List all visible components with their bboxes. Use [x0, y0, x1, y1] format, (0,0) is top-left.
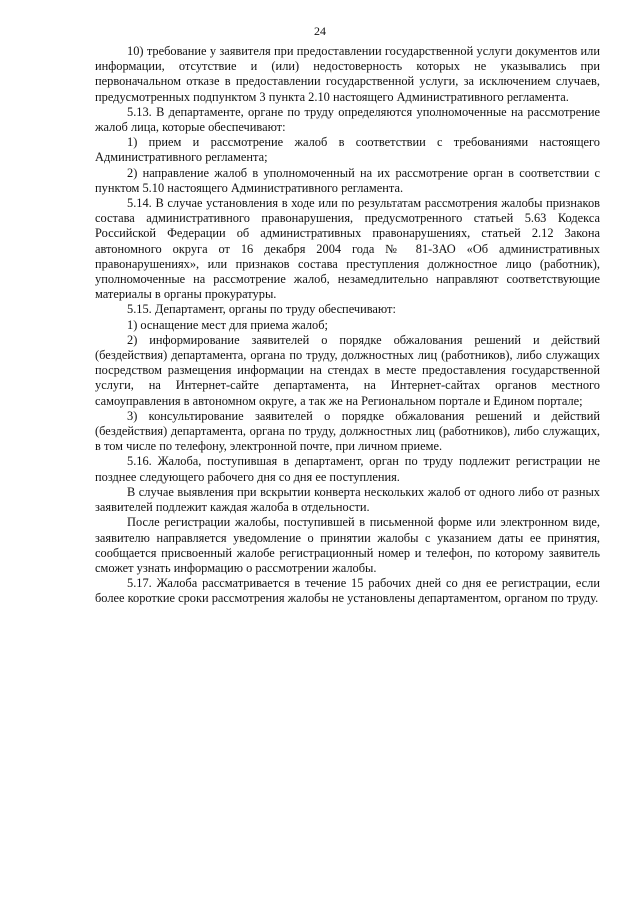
paragraph-5-17: 5.17. Жалоба рассматривается в течение 15 рабочих дней со дня ее регистрации, если более короткие сроки рассмотрения жалобы не установлены департаментом, органом по труду.: [95, 576, 600, 606]
page-number: 24: [314, 24, 326, 38]
paragraph-5-15: 5.15. Департамент, органы по труду обеспечивают:: [127, 302, 396, 317]
paragraph-5-13: 5.13. В департаменте, органе по труду определяются уполномоченные на рассмотрение жалоб лица, которые обеспечивают:: [95, 104, 600, 135]
paragraph-5-15-item-1: 1) оснащение мест для приема жалоб;: [127, 317, 329, 332]
paragraph-5-16: 5.16. Жалоба, поступившая в департамент, орган по труду подлежит регистрации не позднее следующего рабочего дня со дня ее поступления.: [95, 454, 600, 484]
paragraph-5-13-item-1: 1) прием и рассмотрение жалоб в соответствии с требованиями настоящего Административного регламента;: [95, 135, 600, 165]
paragraph-5-14: 5.14. В случае установления в ходе или по результатам рассмотрения жалобы признаков состава административного правонарушения, предусмотренного статьей 5.63 Кодекса Российской Федерации об административных правонарушениях, статьей 2.12 Закона автономного округа от 16 декабря 2004 года № 81-ЗАО «Об административных правонарушениях», или признаков состава преступления должностное лицо (работник), уполномоченные на рассмотрение жалоб, незамедлительно направляют соответствующие материалы в органы прокуратуры.: [95, 196, 600, 302]
paragraph-item-10: 10) требование у заявителя при предоставлении государственной услуги документов или информации, отсутствие и (или) недостоверность которых не указывались при первоначальном отказе в предоставлении государственной услуги, за исключением случаев, предусмотренных подпунктом 3 пункта 2.10 настоящего Административного регламента.: [95, 44, 600, 104]
paragraph-5-15-item-3: 3) консультирование заявителей о порядке обжалования решений и действий (бездействия) департамента, органа по труду, должностных лиц (работников), либо служащих, в том числе по телефону, электронной почте, при личном приеме.: [95, 408, 600, 454]
paragraph-5-13-item-2: 2) направление жалоб в уполномоченный на их рассмотрение орган в соответствии с пунктом 5.10 настоящего Административного регламента.: [95, 165, 600, 195]
paragraph-5-16-envelope: В случае выявления при вскрытии конверта нескольких жалоб от одного либо от разных заявителей подлежит каждая жалоба в отдельности.: [95, 484, 600, 515]
document-body: [95, 44, 600, 607]
paragraph-5-15-item-2: 2) информирование заявителей о порядке обжалования решений и действий (бездействия) департамента, органа по труду, должностных лиц (работников), либо служащих посредством размещения информации на стендах в месте предоставления государственной услуги, на Интернет-сайте департамента, на Интернет-сайтах органов местного самоуправления в автономном округе, а так же на Региональном портале и Едином портале;: [95, 332, 600, 408]
paragraph-5-16-notification: После регистрации жалобы, поступившей в письменной форме или электронном виде, заявителю направляется уведомление о принятии жалобы с указанием даты ее принятия, сообщается присвоенный жалобе регистрационный номер и телефон, по которому заявитель сможет узнать информацию о рассмотрении жалобы.: [95, 515, 600, 575]
